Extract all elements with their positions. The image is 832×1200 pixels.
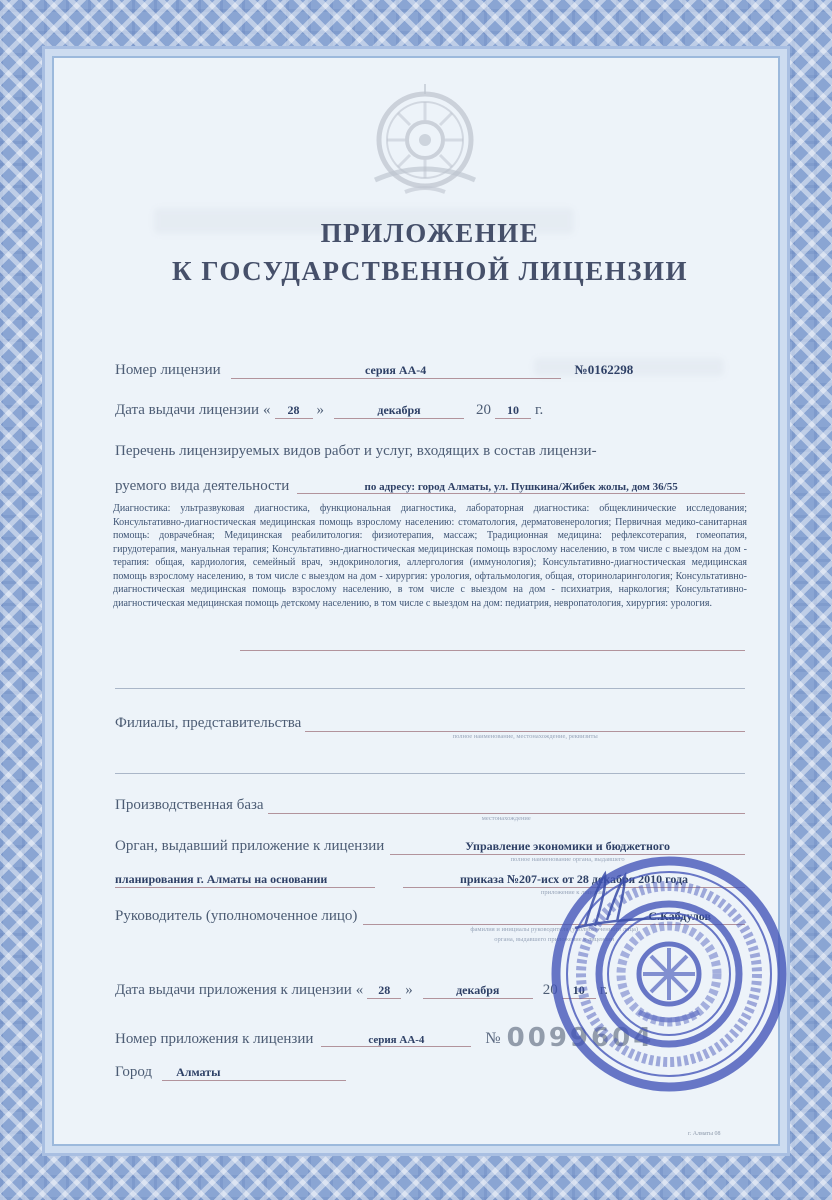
license-number-row bbox=[115, 362, 745, 379]
production-base-label: Производственная база bbox=[115, 797, 264, 813]
branches-caption: полное наименование, местонахождение, реквизиты bbox=[452, 733, 598, 740]
license-date-year: 10 bbox=[495, 403, 531, 419]
license-number-value: №0162298 bbox=[574, 362, 634, 377]
head-caption-line2: органа, выдавшего приложение к лицензии bbox=[494, 935, 615, 943]
appendix-date-year: 10 bbox=[562, 983, 596, 999]
signature-strokes bbox=[555, 868, 715, 938]
empty-ruled-line bbox=[115, 773, 745, 774]
license-year-prefix: 20 bbox=[476, 402, 492, 418]
production-base-caption: местонахождение bbox=[481, 815, 531, 822]
production-base-row bbox=[115, 797, 745, 824]
order-caption: приложение к лицензии bbox=[540, 889, 608, 896]
number-sign: № bbox=[485, 1030, 501, 1047]
license-date-label: Дата выдачи лицензии bbox=[115, 402, 260, 418]
licensed-services-paragraph: Диагностика: ультразвуковая диагностика, функциональная диагностика, лабораторная диагностика: общеклинические исследования; Консультативно-диагностическая медицинская помощь взрослому населению: стоматология, дерматовенерология; Первичная медико-санитарная помощь: доврачебная; Медицинская реабилитология: физиотерапия, массаж; Традиционная медицина: рефлексотерапия, гомеопатия, гирудотерапия, мануальная терапия; Консультативно-диагностическая медицинская помощь взрослому населению, в том числе с выездом на дом - терапия: общая, кардиология, семейный врач, эндокринология, аллергология (иммунология); Консультативно-диагностическая медицинская помощь взрослому населению, в том числе с выездом на дом - хирургия: урология, офтальмология, общая, оториноларингология; Консультативно-диагностическая медицинская помощь взрослому населению, в том числе с выездом на дом - психиатрия, наркология; Консультативно-диагностическая медицинская помощь детскому населению, в том числе с выездом на дом: педиатрия, невропатология, хирургия: урология. bbox=[113, 503, 747, 609]
document-title-line2: К ГОСУДАРСТВЕННОЙ ЛИЦЕНЗИИ bbox=[172, 256, 688, 286]
paragraph-trailing-line bbox=[240, 650, 745, 651]
city-value: Алматы bbox=[162, 1065, 346, 1081]
head-label: Руководитель (уполномоченное лицо) bbox=[115, 908, 358, 924]
head-caption-line1: фамилия и инициалы руководителя (уполномоченного лица) bbox=[470, 926, 639, 933]
license-date-day: 28 bbox=[275, 403, 313, 419]
license-series-value: серия АА-4 bbox=[231, 363, 561, 379]
branches-value bbox=[305, 716, 745, 732]
issuing-authority-caption1: полное наименование органа, выдавшего bbox=[510, 856, 625, 863]
license-number-label: Номер лицензии bbox=[115, 362, 221, 378]
head-name-value: С.Кабдулов bbox=[363, 909, 745, 925]
branches-label: Филиалы, представительства bbox=[115, 715, 302, 731]
branches-row bbox=[115, 715, 745, 742]
issuing-authority-value1: Управление экономики и бюджетного bbox=[390, 839, 745, 855]
appendix-number-label: Номер приложения к лицензии bbox=[115, 1031, 314, 1047]
issuing-authority-label: Орган, выдавший приложение к лицензии bbox=[115, 838, 385, 854]
appendix-year-prefix: 20 bbox=[542, 982, 558, 998]
order-reference-value: приказа №207-исх от 28 декабря 2010 года bbox=[403, 872, 745, 888]
quote-open: « bbox=[355, 982, 364, 998]
city-label: Город bbox=[115, 1064, 153, 1080]
activity-intro-text1: Перечень лицензируемых видов работ и услуг, входящих в состав лицензи- bbox=[115, 443, 597, 459]
document-title-line1: ПРИЛОЖЕНИЕ bbox=[320, 218, 540, 248]
issuing-authority-value2-left: планирования г. Алматы на основании bbox=[115, 872, 375, 888]
activity-intro-line2 bbox=[115, 478, 745, 495]
license-date-row bbox=[115, 402, 745, 419]
appendix-year-abbr: г. bbox=[599, 982, 608, 998]
production-base-value bbox=[268, 798, 745, 814]
activity-intro-line1 bbox=[115, 443, 745, 460]
quote-close: » bbox=[316, 402, 325, 418]
appendix-date-month: декабря bbox=[423, 983, 533, 999]
license-year-abbr: г. bbox=[535, 402, 544, 418]
activity-address-value: по адресу: город Алматы, ул. Пушкина/Жибек жолы, дом 36/55 bbox=[297, 481, 745, 494]
appendix-number-value: 0099604 bbox=[506, 1023, 655, 1053]
empty-ruled-line bbox=[115, 688, 745, 689]
activity-intro-text2: руемого вида деятельности bbox=[115, 478, 290, 494]
quote-close: » bbox=[405, 982, 413, 998]
kazakhstan-coat-of-arms-emblem bbox=[350, 80, 500, 210]
appendix-date-label: Дата выдачи приложения к лицензии bbox=[115, 982, 352, 998]
license-date-month: декабря bbox=[334, 403, 464, 419]
quote-open: « bbox=[263, 402, 271, 418]
appendix-series-value: серия АА-4 bbox=[321, 1034, 471, 1047]
print-house-mark: г. Алматы 08 bbox=[688, 1131, 721, 1137]
appendix-date-day: 28 bbox=[367, 983, 401, 999]
